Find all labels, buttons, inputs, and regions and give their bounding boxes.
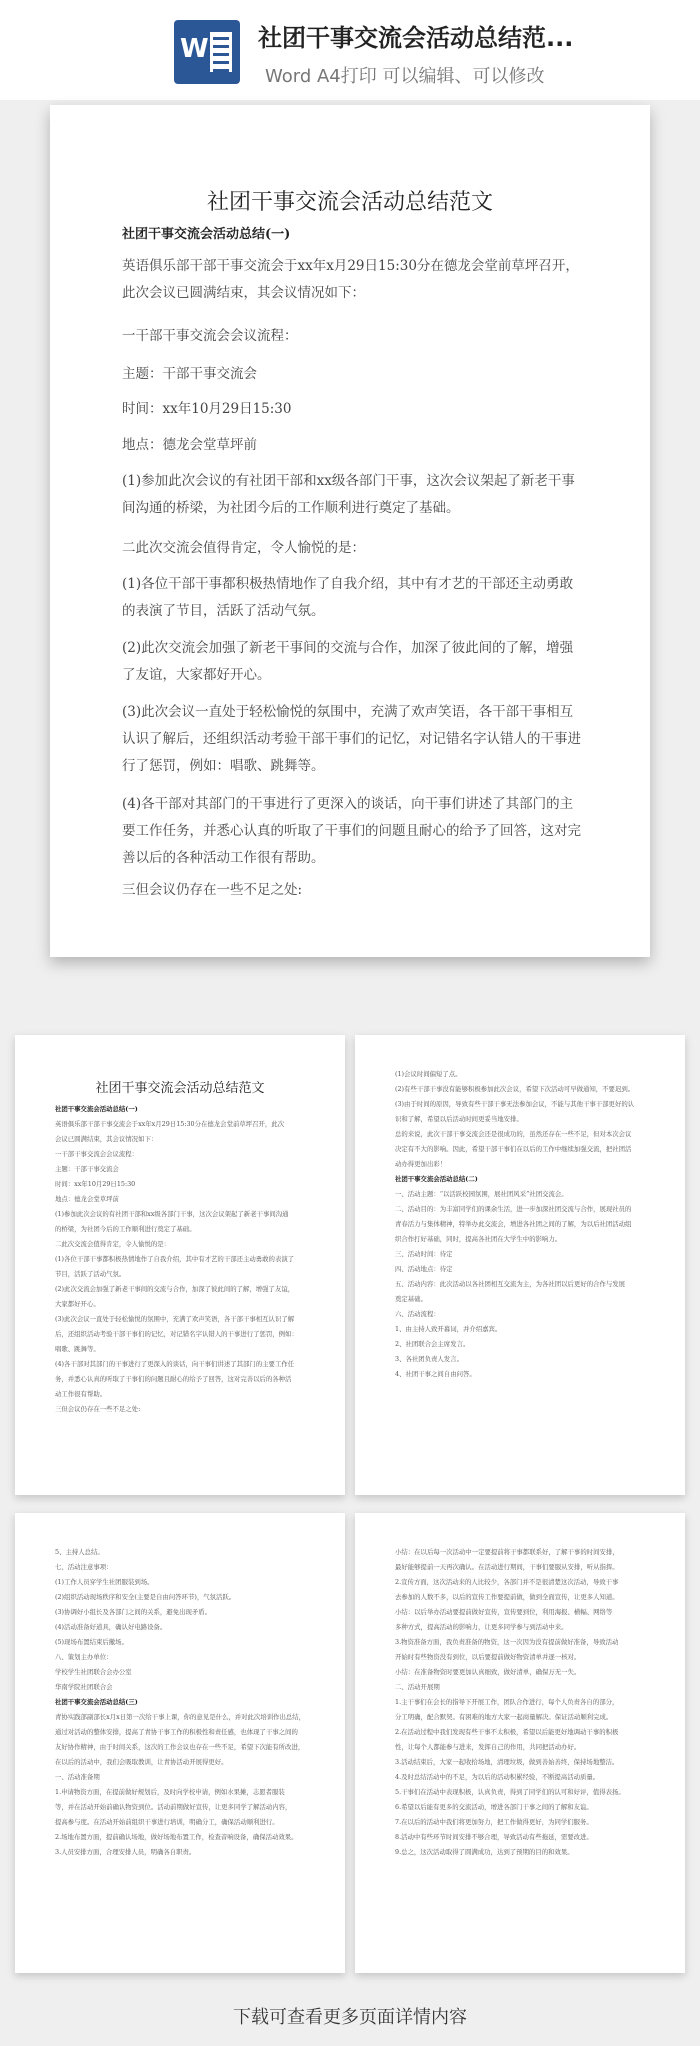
thumbnail-line: (2)组织活动现场秩序和安全(主要是自由问答环节)，气氛活跃。 [55, 1593, 236, 1601]
document-title: 社团干事交流会活动总结范... [258, 24, 574, 52]
thumbnail-line: (1)工作人员穿学生社团服装到场。 [55, 1578, 154, 1586]
thumbnail-line: 青协实践部副部长x月x日第一次给干事上课，你的意见是什么，并对此次培训作出总结， [55, 1713, 305, 1721]
thumbnail-text [15, 1102, 345, 1417]
thumbnail-line: 最好能够提前一天再次确认。在活动进行期间，干事们要服从安排，听从指挥。 [395, 1563, 619, 1571]
document-subtitle: Word A4打印 可以编辑、可以修改 [265, 66, 545, 87]
thumbnail-line: 友好协作精神，由于时间关系，这次的工作会议也存在一些不足，希望下次能有所改进， [55, 1743, 305, 1751]
thumbnail-line: 2.场地布置方面，提前确认场地，做好场地布置工作，检查音响设备，确保活动效果。 [55, 1833, 298, 1841]
thumbnail-line: 奠定基础。 [395, 1295, 427, 1303]
thumbnail-line: 六、活动流程： [395, 1310, 440, 1318]
thumbnail-text [15, 1513, 345, 1860]
thumbnail-line: 2.宣传方面，这次活动来的人比较少，各部门并不是很清楚这次活动，导致干事 [395, 1578, 619, 1586]
thumbnail-line: 英语俱乐部干部干事交流会于xx年x月29日15:30分在德龙会堂前草坪召开，此次 [55, 1120, 285, 1128]
thumbnail-line: 总的来说，此次干部干事交流会还是很成功的，虽然还存在一些不足，但对本次会议 [395, 1130, 632, 1138]
thumbnail-line: 三、活动时间：待定 [395, 1250, 453, 1258]
thumbnail-line: (5)现场布置结束后撤场。 [55, 1638, 128, 1646]
thumbnail-line: 动工作很有帮助。 [55, 1390, 107, 1398]
thumbnail-line: 7.在以后的活动中我们将更加努力，把工作做得更好，为同学们服务。 [395, 1818, 593, 1826]
thumbnail-line: 一干部干事交流会会议流程： [55, 1150, 139, 1158]
thumbnail-line: 1.申请物资方面，在提前做好规划后，及时向学校申请，例如水果摊，志愿者服装 [55, 1788, 285, 1796]
thumbnail-line: 三但会议仍存在一些不足之处: [55, 1405, 141, 1413]
thumbnail-line: (3)此次会议一直处于轻松愉悦的氛围中，充满了欢声笑语，各干部干事相互认识了解 [55, 1315, 295, 1323]
thumbnail-line: 等，并在活动开始前确认物资到位。活动前期做好宣传，让更多同学了解活动内容， [55, 1803, 292, 1811]
thumbnail-line: 社团干事交流会活动总结(二) [395, 1175, 478, 1183]
thumbnail-line: 2、社团联合会主席发言。 [395, 1340, 470, 1348]
thumbnail-title: 社团干事交流会活动总结范文 [95, 1081, 265, 1096]
thumbnail-line: 2.在活动过程中我们发现有些干事不太积极，希望以后能更好地调动干事的积极 [395, 1728, 619, 1736]
thumbnail-line: 开始时有些物资没有到位，以后要提前做好物资清单并逐一核对。 [395, 1653, 581, 1661]
thumbnail-line: 一、活动准备期 [55, 1773, 100, 1781]
paragraph: (3)此次会议一直处于轻松愉悦的氛围中，充满了欢声笑语，各干部干事相互认识了解后，还组织活动考验干部干事们的记忆，对记错名字认错人的干事进行了惩罚，例如：唱歌、跳舞等。 [122, 704, 581, 774]
thumbnail-line: 多种方式，提高活动的影响力，让更多同学参与到活动中来。 [395, 1623, 568, 1631]
paragraph: (1)参加此次会议的有社团干部和xx级各部门干事，这次会议架起了新老干事间沟通的桥梁，为社团今后的工作顺利进行奠定了基础。 [122, 473, 575, 516]
thumbnail-line: 去参加的人数不多，以后的宣传工作要提前做，做到全面宣传，让更多人知道。 [395, 1593, 619, 1601]
thumbnail-line: 二、活动开展期 [395, 1683, 440, 1691]
thumbnail-line: 识和了解，希望以后活动时间更妥当地安排。 [395, 1115, 523, 1123]
thumbnail-line: (3)由于时间的原因，导致有些干部干事无法参加会议，不能与其他干事干部更好的认 [395, 1100, 635, 1108]
page-title: 社团干事交流会活动总结范文 [206, 190, 493, 215]
thumbnail-line: 在以后的活动中，我们会吸取教训，让青协活动开展得更好。 [55, 1758, 228, 1766]
thumbnail-line: 1、由主持人致开幕词，并介绍嘉宾。 [395, 1325, 502, 1333]
paragraph: (1)各位干部干事都积极热情地作了自我介绍，其中有才艺的干部还主动勇敢的表演了节目，活跃了活动气氛。 [122, 576, 574, 619]
paragraph: 三但会议仍存在一些不足之处: [122, 882, 303, 898]
thumbnail-line: 8.活动中有些环节时间安排不够合理，导致活动有些拖延，需要改进。 [395, 1833, 593, 1841]
paragraph: 地点：德龙会堂草坪前 [122, 437, 257, 453]
thumbnail-page-3[interactable] [15, 1513, 345, 1973]
thumbnail-line: 五、活动内容：此次活动以各社团相互交流为主，为各社团以后更好的合作与发展 [395, 1280, 626, 1288]
thumbnail-line: 5.干事们在活动中表现积极，认真负责，得到了同学们的认可和好评，值得表扬。 [395, 1788, 625, 1796]
thumbnail-line: 小结：以后举办活动要提前做好宣传，宣传要到位，利用海报、横幅、网络等 [395, 1608, 613, 1616]
thumbnail-line: 提高参与度。在活动开始前组织干事进行培训，明确分工，确保活动顺利进行。 [55, 1818, 279, 1826]
thumbnail-line: 性，让每个人都能参与进来，发挥自己的作用，共同把活动办好。 [395, 1743, 581, 1751]
thumbnail-line: 地点：德龙会堂草坪前 [55, 1195, 119, 1203]
paragraph: 时间：xx年10月29日15:30 [122, 401, 292, 417]
thumbnail-line: 动办得更加出彩！ [395, 1160, 447, 1168]
thumbnail-line: (2)有些干部干事没有能够积极参加此次会议，希望下次活动可早做通知，不要迟到。 [395, 1085, 635, 1093]
paragraph: 主题：干部干事交流会 [122, 366, 257, 382]
thumbnail-line: 小结：在准备物资时要更加认真细致，做好清单，确保万无一失。 [395, 1668, 581, 1676]
thumbnail-line: 的桥梁，为社团今后的工作顺利进行奠定了基础。 [55, 1225, 196, 1233]
thumbnail-line: 社团干事交流会活动总结(三) [55, 1698, 138, 1706]
thumbnail-line: 时间：xx年10月29日15:30 [55, 1180, 136, 1188]
thumbnail-line: 唱歌、跳舞等。 [55, 1345, 100, 1353]
thumbnail-line: 青春活力与集体精神，特举办此交流会，增进各社团之间的了解，为以后社团活动组 [395, 1220, 632, 1228]
thumbnail-line: 4.及时总结活动中的不足，为以后的活动积累经验，不断提高活动质量。 [395, 1773, 600, 1781]
thumbnail-line: 主题：干部干事交流会 [55, 1165, 119, 1173]
thumbnail-line: 一、活动主题：“以活跃校园氛围，展社团风采”社团交流会。 [395, 1190, 568, 1198]
thumbnail-line: 会议已圆满结束，其会议情况如下： [55, 1135, 158, 1143]
thumbnail-line: 八、策划主办单位： [55, 1653, 113, 1661]
thumbnail-line: (4)各干部对其部门的干事进行了更深入的谈话，向干事们讲述了其部门的主要工作任 [55, 1360, 295, 1368]
thumbnail-line: 学校学生社团联合会办公室 [55, 1668, 132, 1676]
main-page-preview [50, 105, 650, 957]
thumbnail-line: 务，并悉心认真的听取了干事们的问题且耐心的给予了回答，这对完善以后的各种活 [55, 1375, 292, 1383]
thumbnail-line: 二、活动目的：为丰富同学们的课余生活，进一步加深社团交流与合作，展现社员的 [395, 1205, 632, 1213]
thumbnail-line: 后，还组织活动考验干部干事们的记忆，对记错名字认错人的干事进行了惩罚，例如： [55, 1330, 298, 1338]
thumbnail-line: 通过对活动的整体安排，提高了青协干事工作的积极性和责任感，也体现了干事之间的 [55, 1728, 298, 1736]
thumbnail-line: 小结：在以后每一次活动中一定要提前将干事都联系好，了解干事的时间安排， [395, 1548, 619, 1556]
thumbnail-line: 七、活动注意事项： [55, 1563, 113, 1571]
thumbnail-line: 1.主干事们在会长的指导下开展工作，团队合作进行，每个人负责各自的部分， [395, 1698, 619, 1706]
thumbnail-text [355, 1035, 685, 1382]
paragraph: 二此次交流会值得肯定，令人愉悦的是： [122, 540, 365, 556]
thumbnail-line: 四、活动地点：待定 [395, 1265, 453, 1273]
thumbnail-line: (2)此次交流会加强了新老干事间的交流与合作，加深了彼此间的了解，增强了友谊， [55, 1285, 295, 1293]
paragraph: (4)各干部对其部门的干事进行了更深入的谈话，向干事们讲述了其部门的主要工作任务，并悉心认真的听取了干事们的问题且耐心的给予了回答，这对完善以后的各种活动工作很有帮助。 [122, 796, 581, 866]
paragraph: (2)此次交流会加强了新老干事间的交流与合作，加深了彼此间的了解，增强了友谊，大家都好开心。 [122, 640, 574, 683]
download-more-link[interactable]: 下载可查看更多页面详情内容 [233, 2007, 467, 2028]
section-heading: 社团干事交流会活动总结(一) [122, 227, 291, 242]
thumbnail-text [355, 1513, 685, 1860]
thumbnail-line: 3、各社团负责人发言。 [395, 1355, 463, 1363]
thumbnail-line: (4)活动准备好道具，确认好电路设备。 [55, 1623, 167, 1631]
thumbnail-line: 3.活动结束后，大家一起收拾场地，清理垃圾，做到善始善终，保持场地整洁。 [395, 1758, 619, 1766]
paragraph: 一干部干事交流会会议流程： [122, 328, 298, 344]
thumbnail-line: 4、社团干事之间自由问答。 [395, 1370, 476, 1378]
thumbnail-line: 3.物资准备方面，我负责准备的物资，这一次因为没有提前做好准备，导致活动 [395, 1638, 619, 1646]
thumbnail-line: 二此次交流会值得肯定，令人愉悦的是： [55, 1240, 171, 1248]
thumbnail-line: 大家都好开心。 [55, 1300, 100, 1308]
word-document-icon: W [174, 20, 240, 84]
header-bar [0, 0, 700, 100]
thumbnail-line: 分工明确，配合默契。有困难的地方大家一起商量解决。保证活动顺利完成。 [395, 1713, 613, 1721]
thumbnail-line: 织合作打好基础，同时，提高各社团在大学生中的影响力。 [395, 1235, 562, 1243]
thumbnail-line: 5、主持人总结。 [55, 1548, 104, 1556]
thumbnail-line: 6.希望以后能有更多的交流活动，增进各部门干事之间的了解和友谊。 [395, 1803, 593, 1811]
thumbnail-line: (1)各位干部干事都积极热情地作了自我介绍，其中有才艺的干部还主动勇敢的表演了 [55, 1255, 295, 1263]
thumbnail-page-1[interactable] [15, 1035, 345, 1495]
thumbnail-page-4[interactable] [355, 1513, 685, 1973]
thumbnail-line: (1)会议时间偏短了点。 [395, 1070, 462, 1078]
thumbnail-line: 3.人员安排方面，合理安排人员，明确各自职责。 [55, 1848, 196, 1856]
thumbnail-line: (1)参加此次会议的有社团干部和xx级各部门干事，这次会议架起了新老干事间沟通 [55, 1210, 289, 1218]
thumbnail-line: 节目，活跃了活动气氛。 [55, 1270, 126, 1278]
thumbnail-line: (3)协调好小组长及各部门之间的关系，避免出现矛盾。 [55, 1608, 212, 1616]
paragraph: 英语俱乐部干部干事交流会于xx年x月29日15:30分在德龙会堂前草坪召开，此次会议已圆满结束，其会议情况如下： [122, 258, 579, 301]
thumbnail-line: 决定有不大的影响。因此，希望干部干事们在以后的工作中继续加强交流，把社团活 [395, 1145, 632, 1153]
thumbnail-line: 9.总之，这次活动取得了圆满成功，达到了预期的目的和效果。 [395, 1848, 574, 1856]
thumbnail-line: 社团干事交流会活动总结(一) [55, 1105, 138, 1113]
thumbnail-line: 华南学院社团联合会 [55, 1683, 113, 1691]
thumbnail-page-2[interactable] [355, 1035, 685, 1495]
